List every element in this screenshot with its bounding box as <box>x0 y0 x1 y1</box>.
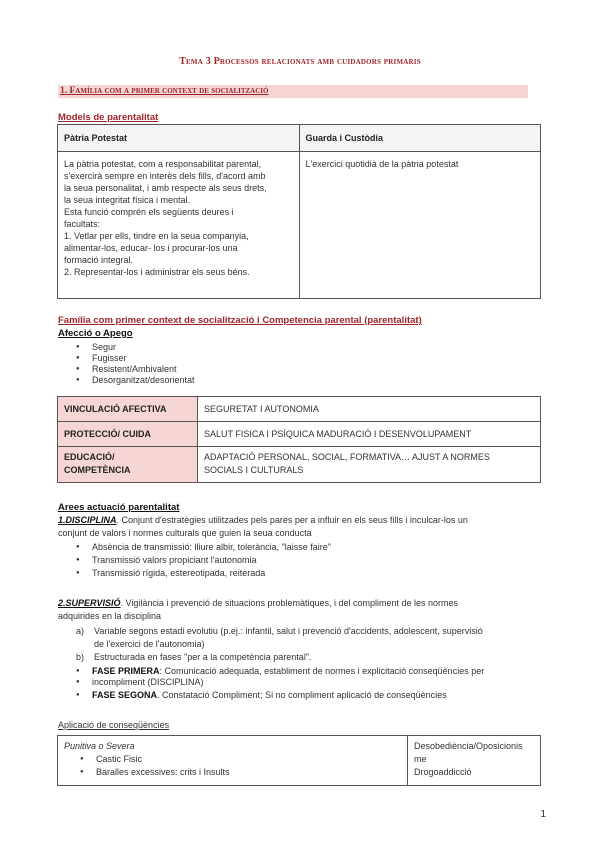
fase-segona-text: . Constatació Compliment; Si no compliment aplicació de conseqüències <box>157 690 447 700</box>
document-title: Tema 3 Processos relacionats amb cuidadors primaris <box>179 56 421 67</box>
supervisio-item-b <box>76 651 546 664</box>
patria-line-2: s'exercirà sempre en interès dels fills, d'acord amb <box>64 171 266 181</box>
list-item <box>76 690 546 701</box>
supervisio-label: 2.SUPERVISIÓ <box>58 598 121 608</box>
list-item: ● Segur <box>76 342 195 353</box>
item-marker-b: b) <box>76 652 85 662</box>
phases-list <box>76 666 546 701</box>
list-item: ● Baralles excessives: crits i Insults <box>80 767 230 777</box>
patria-potestat-cell <box>58 152 300 299</box>
patria-line-5: Esta funció comprén els següents deures i <box>64 207 234 217</box>
patria-line-9: formació integral. <box>64 255 134 265</box>
bullet-icon: ● <box>80 769 84 775</box>
fase-segona-label: FASE SEGONA <box>92 690 158 700</box>
supervisio-text-2: adquirides en la disciplina <box>58 611 162 621</box>
list-item-continuation <box>76 677 546 688</box>
row-key: PROTECCIÓ/ CUIDA <box>58 422 198 447</box>
patria-line-8: alimentar-los, educar- los i procurar-los una <box>64 243 238 253</box>
list-item: ● Desorganitzat/desorientat <box>76 375 195 386</box>
row-value-line-2: SOCIALS I CULTURALS <box>204 465 304 475</box>
row-value: SEGURETAT I AUTONOMIA <box>198 397 541 422</box>
disciplina-text-2: conjunt de valors i normes culturals que guien la seua conducta <box>58 528 312 538</box>
list-item: ● Absència de transmissió: lliure albir, tolerància, "laisse faire" <box>76 542 331 553</box>
models-col1-header: Pàtria Potestat <box>58 125 300 152</box>
row-key-line-1: EDUCACIÓ/ <box>64 452 115 462</box>
row-value: SALUT FISICA I PSÍQUICA MADURACIÓ I DESENVOLUPAMENT <box>198 422 541 447</box>
supervisio-paragraph <box>58 597 548 623</box>
bullet-icon: ● <box>80 756 84 762</box>
competence-table <box>57 396 541 483</box>
disciplina-label: 1.DISCIPLINA <box>58 515 117 525</box>
row-value <box>198 447 541 483</box>
desobediencia-cell <box>408 736 541 786</box>
guarda-text: L'exercici quotidià de la pàtria potestat <box>305 159 459 169</box>
consequences-table <box>57 735 541 786</box>
fase-primera-label: FASE PRIMERA <box>92 666 160 676</box>
list-item: ● Castic Fisic <box>80 754 143 764</box>
patria-line-6: facultats: <box>64 219 101 229</box>
row-value-line-1: ADAPTACIÓ PERSONAL, SOCIAL, FORMATIVA… AJUST A NORMES <box>204 452 490 462</box>
list-item <box>76 666 546 677</box>
supervisio-text-1: . Vigilància i prevenció de situacions problemàtiques, i del compliment de les normes <box>120 598 459 608</box>
item-marker-a: a) <box>76 626 85 636</box>
fase-primera-text-1: : Comunicació adequada, establiment de normes i explicitació conseqüències per <box>159 666 485 676</box>
disciplina-paragraph <box>58 514 548 540</box>
attachment-list <box>76 342 195 386</box>
punitiva-list <box>64 753 401 779</box>
page-number: 1 <box>540 809 546 820</box>
list-item: ● Transmissió valors propiciant l'autonomia <box>76 555 331 566</box>
patria-line-10: 2. Representar-los i administrar els seus béns. <box>64 267 250 277</box>
right-line-1: Desobediència/Oposicionis <box>414 741 523 751</box>
arees-heading: Arees actuació parentalitat <box>58 502 180 513</box>
section-heading-1: 1. Família com a primer context de socialització <box>58 85 528 98</box>
aplicacio-heading: Aplicació de conseqüències <box>58 720 170 730</box>
right-line-3: Drogoaddicció <box>414 767 472 777</box>
item-a-line-2: de l'exercici de l'autonomia) <box>94 639 205 649</box>
patria-line-7: 1. Vetlar per ells, tindre en la seua companyia, <box>64 231 249 241</box>
models-col2-header: Guarda i Custòdia <box>299 125 540 152</box>
list-item: ● Resistent/Ambivalent <box>76 364 195 375</box>
afeccio-heading: Afecció o Apego <box>58 328 133 339</box>
models-table <box>57 124 541 299</box>
item-b-text: Estructurada en fases "per a la competència parental". <box>94 652 312 662</box>
row-key: VINCULACIÓ AFECTIVA <box>58 397 198 422</box>
patria-line-4: la seua integritat física i mental. <box>64 195 191 205</box>
supervisio-item-a <box>76 625 546 651</box>
row-key-line-2: COMPETÈNCIA <box>64 465 131 475</box>
list-item: ● Transmissió rígida, estereotipada, reiterada <box>76 568 331 579</box>
punitiva-cell <box>58 736 408 786</box>
right-line-2: me <box>414 754 427 764</box>
row-key <box>58 447 198 483</box>
item-a-line-1: Variable segons estadi evolutiu (p.ej.: infantil, salut i prevenció d'accidents, adolescent, supervisió <box>94 626 483 636</box>
guarda-custodia-cell <box>299 152 540 299</box>
disciplina-list <box>76 542 331 579</box>
fase-primera-text-2: incompliment (DISCIPLINA) <box>92 677 204 687</box>
family-heading: Família com primer context de socialització i Competencia parental (parentalitat) <box>58 315 422 326</box>
patria-line-1: La pàtria potestat, com a responsabilitat parental, <box>64 159 262 169</box>
patria-line-3: la seua personalitat, i amb respecte als seus drets, <box>64 183 267 193</box>
list-item: ● Fugisser <box>76 353 195 364</box>
models-heading: Models de parentalitat <box>58 112 159 123</box>
disciplina-text-1: . Conjunt d'estratègies utilitzades pels pares per a influir en els seus fills i inculcar-los un <box>116 515 468 525</box>
punitiva-title: Punitiva o Severa <box>64 741 135 751</box>
